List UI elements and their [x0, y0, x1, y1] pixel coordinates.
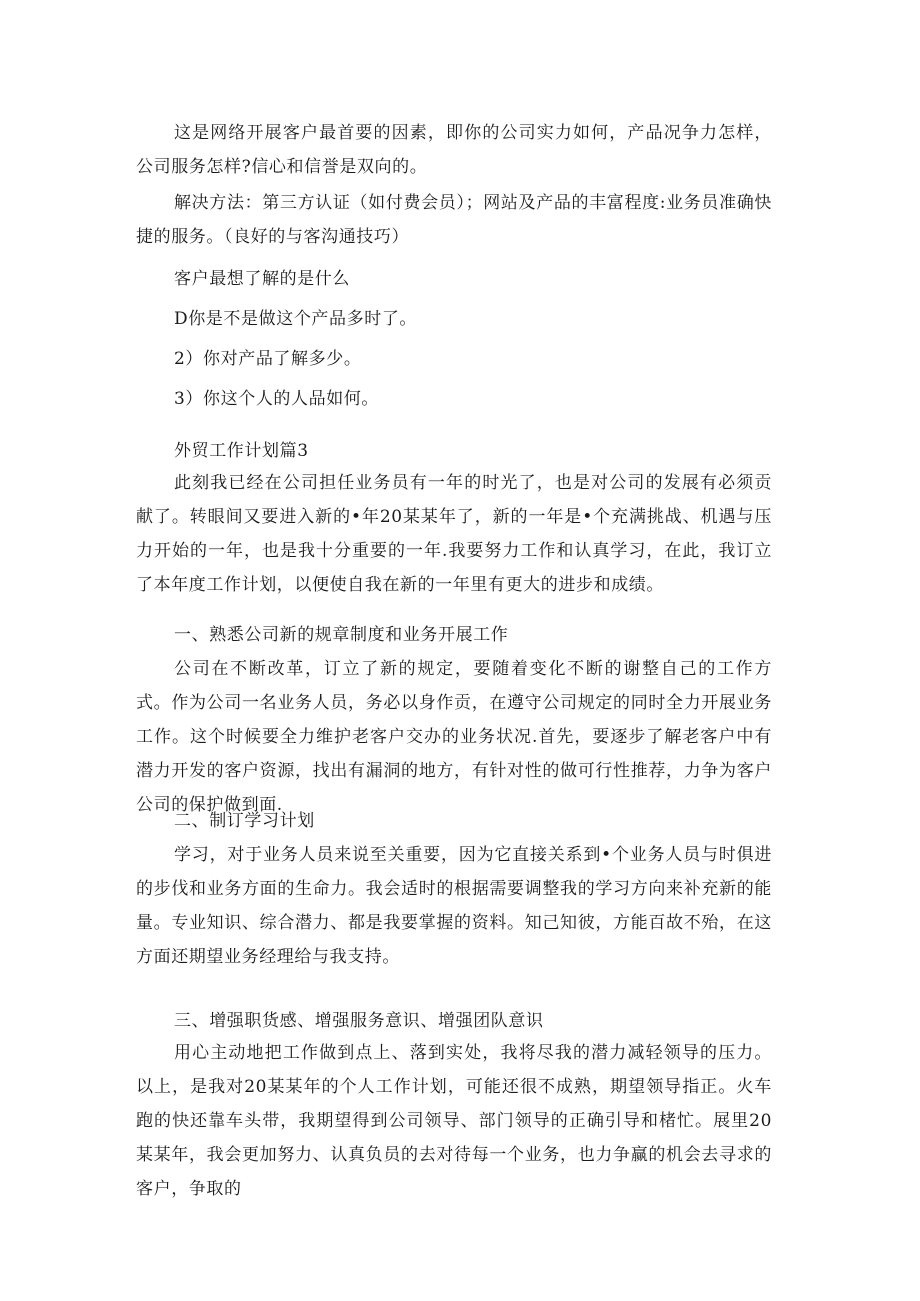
list-item-2: 2）你对产品了解多少。	[174, 349, 362, 369]
section-title-plan-3: 外贸工作计划篇3	[174, 441, 309, 461]
paragraph-study: 学习，对于业务人员来说至关重要，因为它直接关系到•个业务人员与时俱进的步伐和业务方面的生命力。我会适时的根据需要调整我的学习方向来补充新的能量。专业知识、综合潜力、都是我要掌握的资料。知己知彼，方能百故不殆，在这方面还期望业务经理给与我支持。	[136, 845, 772, 967]
paragraph-customer-wants: 客户最想了解的是什么	[174, 269, 350, 289]
paragraph-intro: 此刻我已经在公司担任业务员有一年的时光了，也是对公司的发展有必须贡献了。转眼间又要进入新的•年20某某年了，新的一年是•个充满挑战、机遇与压力开始的一年，也是我十分重要的一年.我要努力工作和认真学习，在此，我订立了本年度工作计划，以便使自我在新的一年里有更大的进步和成绩。	[136, 473, 772, 595]
paragraph-solution: 解决方法：第三方认证（如付费会员）；网站及产品的丰富程度:业务员准确快捷的服务。（良好的与客沟通技巧）	[136, 193, 772, 247]
heading-study-plan: 二、制订学习计划	[174, 811, 315, 831]
heading-responsibility: 三、增强职货感、增强服务意识、增强团队意识	[174, 1011, 544, 1031]
paragraph-company-strength: 这是网络开展客户最首要的因素，即你的公司实力如何，产品况争力怎样，公司服务怎样?信心和信誉是双向的。	[136, 123, 772, 177]
paragraph-reform: 公司在不断改革，订立了新的规定，要随着变化不断的谢整自己的工作方式。作为公司一名业务人员，务必以身作贡，在遵守公司规定的同时全力开展业务工作。这个时候要全力维护老客户交办的业务状况.首先，要逐步了解老客户中有潜力开发的客户资源，找出有漏洞的地方，有针对性的做可行性推荐，力争为客户公司的保护做到面.	[136, 659, 772, 815]
list-item-1: D你是不是做这个产品多时了。	[174, 309, 418, 329]
list-item-3: 3）你这个人的人品如何。	[174, 389, 380, 409]
heading-rules-and-business: 一、熟悉公司新的规章制度和业务开展工作	[174, 625, 509, 645]
paragraph-commitment: 用心主动地把工作做到点上、落到实处，我将尽我的潜力减轻领导的压力。以上，是我对20某某年的个人工作计划，可能还很不成熟，期望领导指正。火车跑的快还靠车头带，我期望得到公司领导、部门领导的正确引导和楮忙。展里20某某年，我会更加努力、认真负员的去对待每一个业务，也力争赢的机会去寻求的客户，争取的	[136, 1043, 772, 1199]
